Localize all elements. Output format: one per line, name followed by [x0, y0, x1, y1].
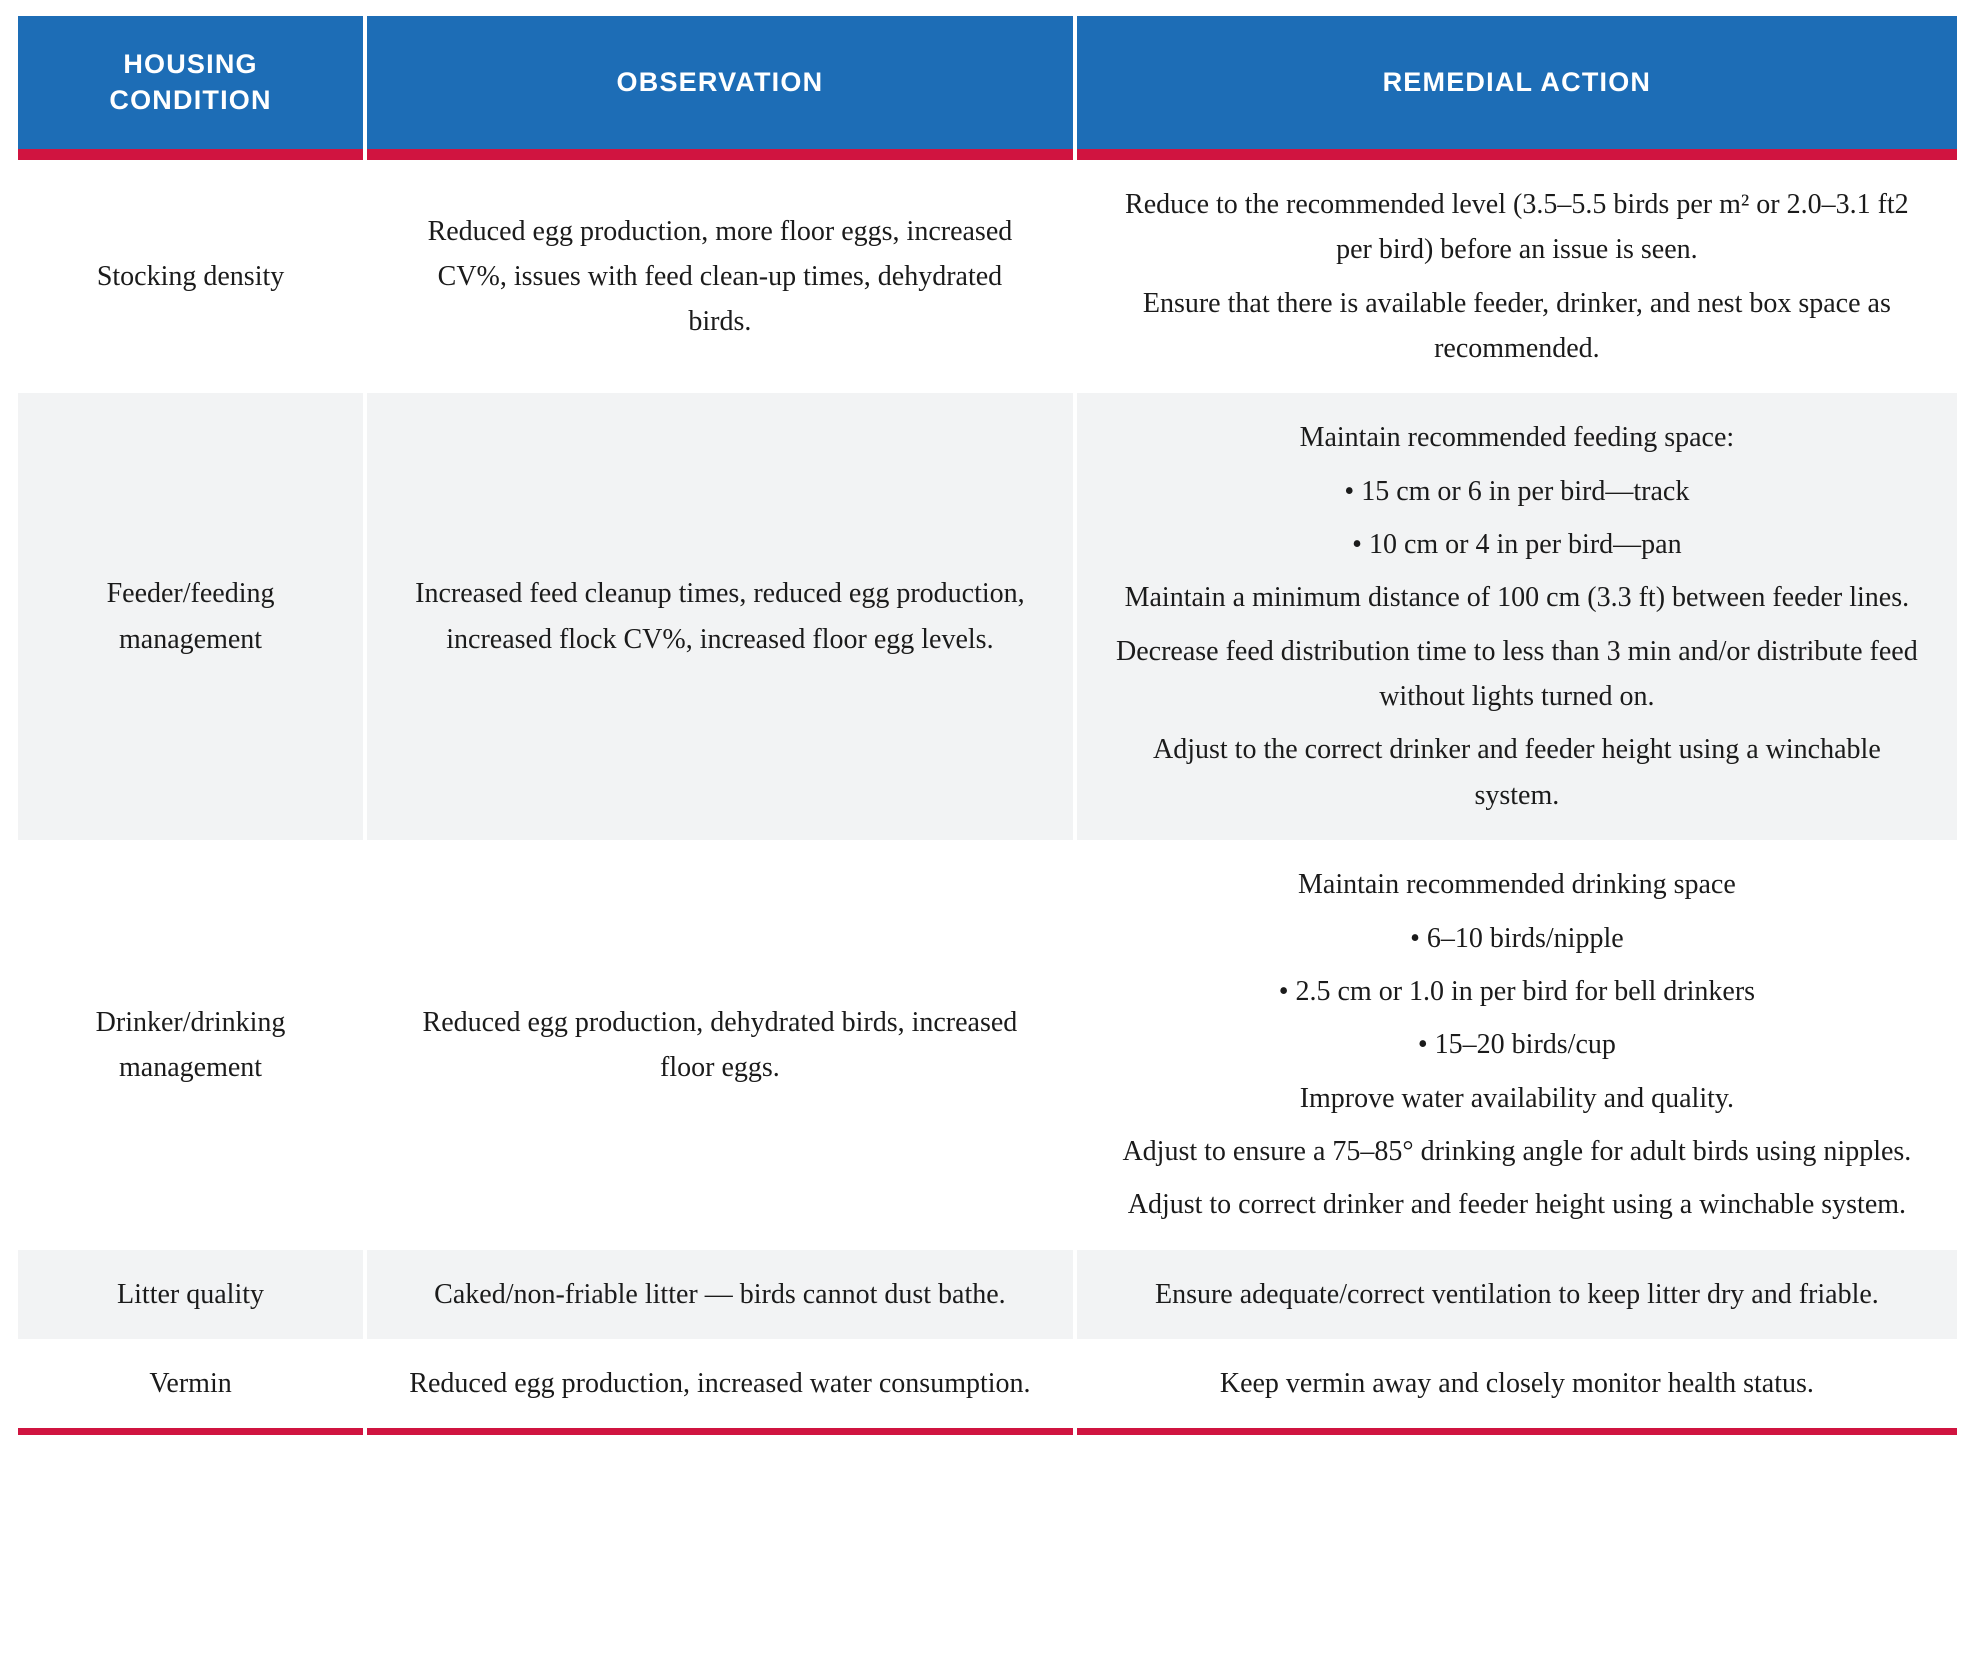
table-row-litter-quality [18, 1250, 1957, 1339]
remedial-item: Adjust to the correct drinker and feeder height using a winchable system. [1153, 734, 1881, 811]
table-row-feeder-management [18, 393, 1957, 840]
table-row-vermin [18, 1339, 1957, 1428]
remedial-item: Maintain a minimum distance of 100 cm (3.3 ft) between feeder lines. [1124, 582, 1910, 614]
table-header [18, 16, 1957, 160]
remedial-cell [1075, 1339, 1957, 1428]
remedial-item: Decrease feed distribution time to less than 3 min and/or distribute feed without lights turned on. [1116, 635, 1918, 713]
remedial-item: Ensure adequate/correct ventilation to keep litter dry and friable. [1154, 1278, 1879, 1310]
remedial-item: Improve water availability and quality. [1299, 1082, 1735, 1114]
remedial-item: • 10 cm or 4 in per bird—pan [1352, 529, 1682, 561]
remedial-item: Adjust to ensure a 75–85° drinking angle for adult birds using nipples. [1122, 1135, 1912, 1167]
remedial-item: • 15 cm or 6 in per bird—track [1344, 475, 1690, 507]
table-row-drinker-management [18, 840, 1957, 1250]
remedial-item: Keep vermin away and closely monitor health status. [1219, 1368, 1814, 1400]
column-header-housing-condition: HOUSING CONDITION [18, 16, 365, 149]
condition-cell: Litter quality [18, 1250, 365, 1339]
remedial-cell [1075, 160, 1957, 393]
condition-cell: Stocking density [18, 160, 365, 393]
bottom-accent-band [18, 1428, 1957, 1435]
table-row-stocking-density [18, 160, 1957, 393]
observation-cell: Reduced egg production, more floor eggs, increased CV%, issues with feed clean-up times, dehydrated birds. [365, 160, 1075, 393]
remedial-cell [1075, 1250, 1957, 1339]
remedial-item: • 2.5 cm or 1.0 in per bird for bell drinkers [1278, 975, 1756, 1007]
remedial-item: Maintain recommended feeding space: [1299, 422, 1735, 454]
column-header-remedial-action: REMEDIAL ACTION [1075, 16, 1957, 149]
condition-cell: Feeder/feeding management [18, 393, 365, 840]
table-body [18, 160, 1957, 1429]
observation-cell: Reduced egg production, increased water consumption. [365, 1339, 1075, 1428]
header-accent-band [18, 149, 1957, 160]
condition-cell: Drinker/drinking management [18, 840, 365, 1250]
remedial-item: Ensure that there is available feeder, drinker, and nest box space as recommended. [1142, 287, 1891, 364]
remedial-item: Maintain recommended drinking space [1298, 869, 1736, 901]
remedial-cell [1075, 393, 1957, 840]
condition-cell: Vermin [18, 1339, 365, 1428]
remedial-item: • 15–20 birds/cup [1417, 1029, 1616, 1061]
observation-cell: Caked/non-friable litter — birds cannot dust bathe. [365, 1250, 1075, 1339]
remedial-item: Adjust to correct drinker and feeder height using a winchable system. [1127, 1189, 1907, 1221]
table-footer [18, 1428, 1957, 1435]
observation-cell: Increased feed cleanup times, reduced egg production, increased flock CV%, increased floor egg levels. [365, 393, 1075, 840]
observation-cell: Reduced egg production, dehydrated birds, increased floor eggs. [365, 840, 1075, 1250]
remedial-item: • 6–10 birds/nipple [1410, 922, 1624, 954]
column-header-observation: OBSERVATION [365, 16, 1075, 149]
remedial-item: Reduce to the recommended level (3.5–5.5 birds per m² or 2.0–3.1 ft2 per bird) before an issue is seen. [1125, 188, 1909, 266]
remedial-cell [1075, 840, 1957, 1250]
housing-condition-table [18, 16, 1957, 1435]
